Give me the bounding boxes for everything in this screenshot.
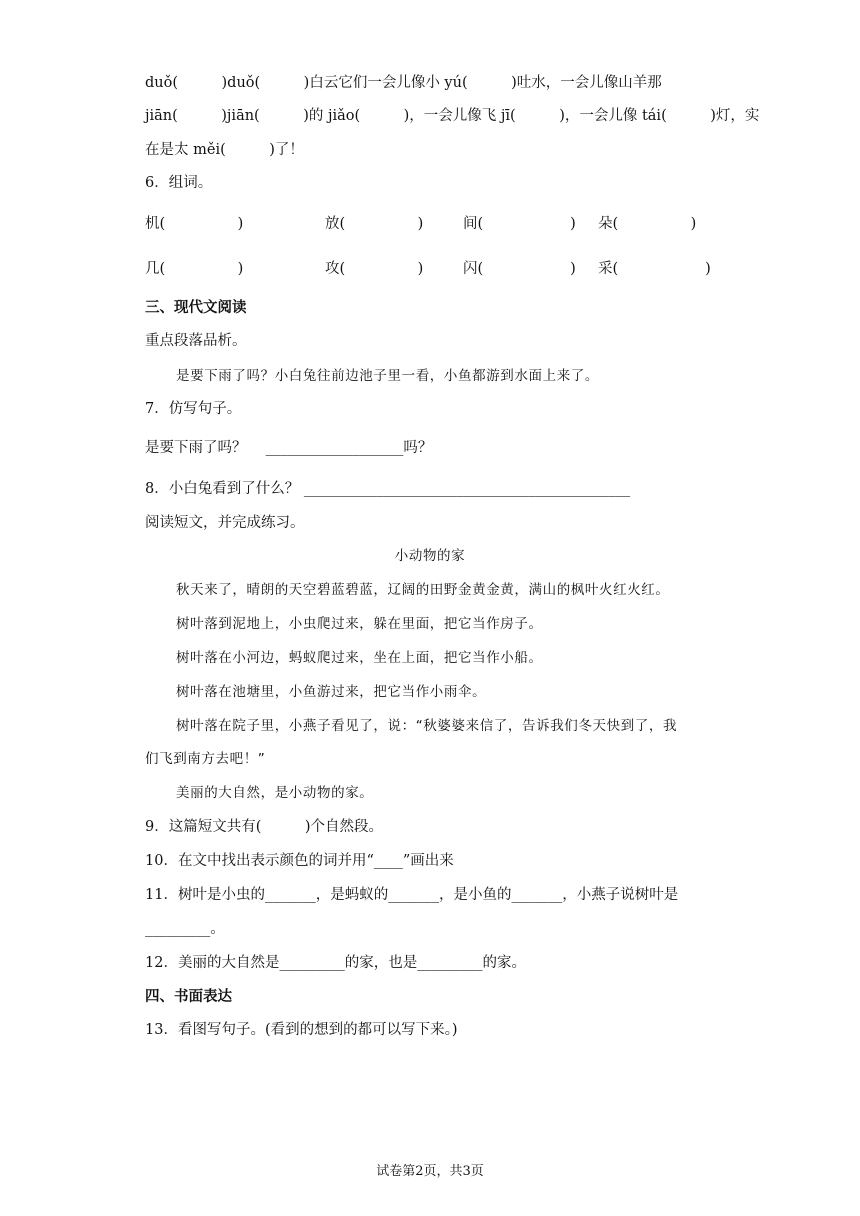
q9-question: 9．这篇短文共有( )个自然段。 [145,819,384,835]
q6-title: 6．组词。 [145,175,213,191]
q5-line-1: duǒ( )duǒ( )白云它们一会儿像小 yú( )吐水，一会儿像山羊那 [145,75,662,91]
q7-answer-line: 是要下雨了吗？ ___________________吗？ [145,440,433,456]
section-intro: 重点段落品析。 [145,333,247,349]
q12-question: 12．美丽的大自然是_________的家，也是_________的家。 [145,955,526,971]
q5-line-2: jiān( )jiān( )的 jiǎo( )，一会儿像飞 jī( )，一会儿像 tái( )灯，实 [145,108,760,124]
reading-intro: 阅读短文，并完成练习。 [145,515,305,531]
story-paragraph: 秋天来了，晴朗的天空碧蓝碧蓝，辽阔的田野金黄金黄，满山的枫叶火红火红。 [176,582,670,598]
story-paragraph: 树叶落到泥地上，小虫爬过来，躲在里面，把它当作房子。 [176,616,543,632]
q13-question: 13．看图写句子。(看到的想到的都可以写下来。) [145,1022,458,1038]
q5-line-3: 在是太 měi( )了！ [145,142,304,158]
q6-item: 闪( ) [463,261,576,277]
q6-item: 间( ) [463,216,576,232]
q8-question: 8．小白兔看到了什么？ _____________________________________________ [145,481,631,497]
section-heading: 四、书面表达 [145,988,232,1005]
q6-item: 放( ) [325,216,424,232]
q6-item: 采( ) [598,261,711,277]
story-paragraph: 树叶落在池塘里，小鱼游过来，把它当作小雨伞。 [176,684,487,700]
q11-question: 11．树叶是小虫的_______，是蚂蚁的_______，是小鱼的_______，小燕子说树叶是 [145,887,679,903]
story-title: 小动物的家 [394,548,466,564]
q6-item: 攻( ) [325,261,424,277]
q6-item: 朵( ) [598,216,697,232]
passage-text: 是要下雨了吗？小白兔往前边池子里一看，小鱼都游到水面上来了。 [176,368,599,384]
q6-item: 机( ) [145,216,244,232]
page-footer: 试卷第2页，共3页 [376,1164,484,1179]
section-heading: 三、现代文阅读 [145,299,247,316]
story-paragraph: 美丽的大自然，是小动物的家。 [176,785,374,801]
q10-question: 10．在文中找出表示颜色的词并用“____”画出来 [145,853,454,869]
story-paragraph: 树叶落在院子里，小燕子看见了，说：“秋婆婆来信了，告诉我们冬天快到了，我 [176,718,678,734]
q7-title: 7．仿写句子。 [145,401,242,417]
story-paragraph-continued: 们飞到南方去吧！” [145,751,266,767]
story-paragraph: 树叶落在小河边，蚂蚁爬过来，坐在上面，把它当作小船。 [176,650,543,666]
q6-item: 几( ) [145,261,244,277]
q11-question-continued: _________。 [145,921,225,937]
